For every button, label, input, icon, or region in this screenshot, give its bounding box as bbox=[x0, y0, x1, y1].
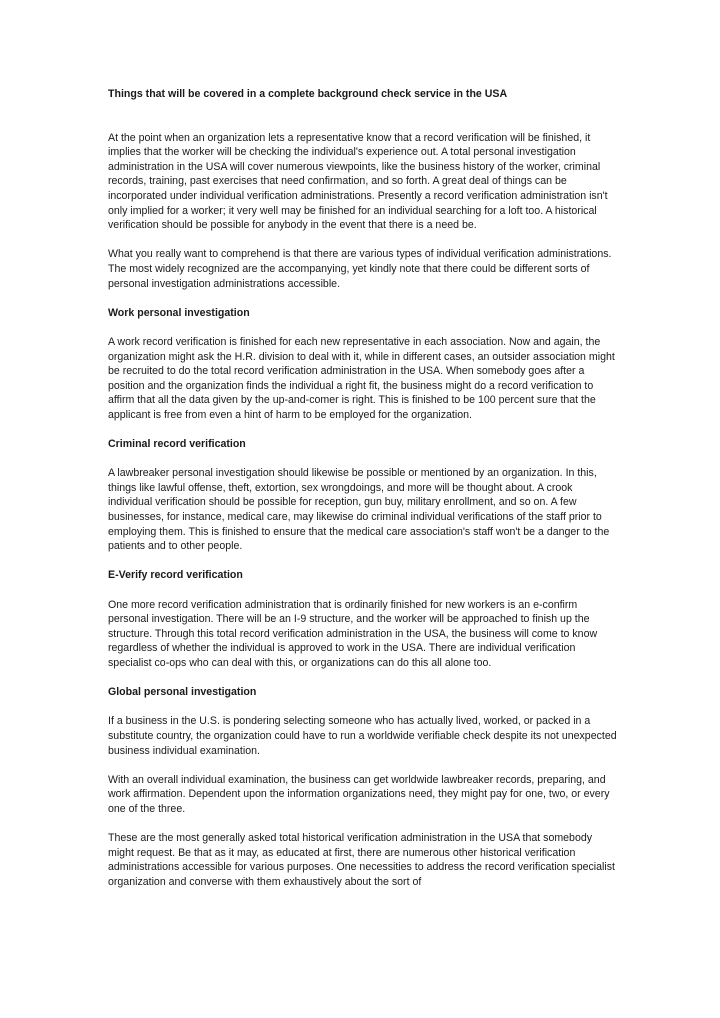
section-paragraph: A work record verification is finished for each new representative in each association. Now and again, the organization might ask the H.R. division to deal with it, while in different cases, an outsider association might be recruited to do the total record verification administration in the USA. When somebody goes after a position and the organization finds the individual a right fit, the business might do a record verification to affirm that all the data given by the up-and-comer is right. This is finished to be 100 percent sure that the applicant is free from even a hint of harm to be employed for the organization. bbox=[108, 335, 615, 421]
intro-paragraph: At the point when an organization lets a representative know that a record verification will be finished, it implies that the worker will be checking the individual's experience out. A total personal investigation administration in the USA will cover numerous viewpoints, like the business history of the worker, criminal records, training, past exercises that need confirmation, and so forth. A great deal of things can be incorporated under individual verification administrations. Presently a record verification administration isn't only implied for a worker; it very well may be finished for an individual searching for a loft too. A historical verification should be possible for anybody in the event that there is a need be. bbox=[108, 131, 608, 232]
section-heading: Global personal investigation bbox=[108, 686, 257, 699]
section-paragraph: These are the most generally asked total historical verification administration in the USA that somebody might request. Be that as it may, as educated at first, there are numerous other historical verification administrations accessible for various purposes. One necessities to address the record verification specialist organization and converse with them exhaustively about the sort of bbox=[108, 832, 615, 888]
section-heading: Work personal investigation bbox=[108, 306, 250, 319]
section-work-investigation bbox=[108, 306, 618, 423]
section-paragraph: One more record verification administration that is ordinarily finished for new workers is an e-confirm personal investigation. There will be an I-9 structure, and the worker will be approached to finish up the structure. Through this total record verification administration in the USA, the business will come to know regardless of whether the individual is approved to work in the USA. There are individual verification specialist co-ops who can deal with this, or organizations can do this all alone too. bbox=[108, 598, 598, 669]
section-criminal-record bbox=[108, 437, 618, 554]
section-heading: E-Verify record verification bbox=[108, 569, 243, 582]
section-paragraph: If a business in the U.S. is pondering selecting someone who has actually lived, worked, or packed in a substitute country, the organization could have to run a worldwide verifiable check despite its not unexpected business individual examination. bbox=[108, 715, 617, 757]
document-page bbox=[108, 87, 618, 904]
section-heading: Criminal record verification bbox=[108, 438, 246, 451]
section-paragraph: With an overall individual examination, the business can get worldwide lawbreaker records, preparing, and work affirmation. Dependent upon the information organizations need, they might pay for one, two, or every one of the three. bbox=[108, 773, 610, 815]
section-e-verify bbox=[108, 568, 618, 670]
document-title: Things that will be covered in a complete background check service in the USA bbox=[108, 88, 508, 100]
intro-paragraph: What you really want to comprehend is that there are various types of individual verification administrations. The most widely recognized are the accompanying, yet kindly note that there could be different sorts of personal investigation administrations accessible. bbox=[108, 248, 612, 290]
section-global-investigation bbox=[108, 685, 618, 889]
section-paragraph: A lawbreaker personal investigation should likewise be possible or mentioned by an organization. In this, things like lawful offense, theft, extortion, sex wrongdoings, and more will be thought about. A crook individual verification should be possible for reception, gun buy, military enrollment, and so on. A few businesses, for instance, medical care, may likewise do criminal individual verifications of the staff prior to employing them. This is finished to ensure that the medical care association's staff won't be a danger to the patients and to other people. bbox=[108, 467, 610, 553]
